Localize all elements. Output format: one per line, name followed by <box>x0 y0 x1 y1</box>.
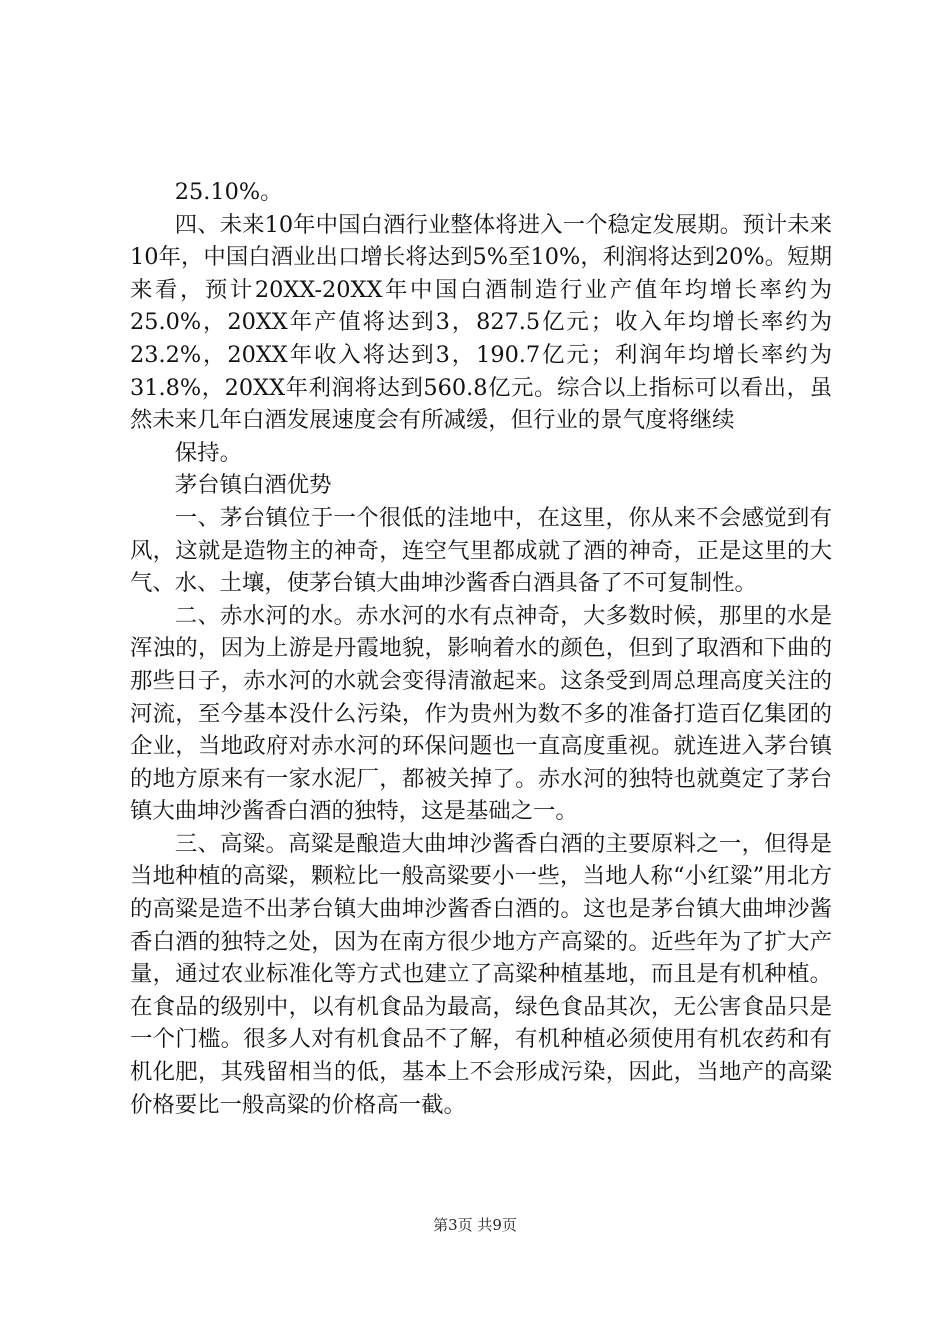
paragraph-sorghum: 三、高粱。高粱是酿造大曲坤沙酱香白酒的主要原料之一，但得是当地种植的高粱，颗粒比一般高粱要小一些，当地人称“小红粱”用北方的高粱是造不出茅台镇大曲坤沙酱香白酒的。这也是茅台镇大曲坤沙酱香白酒的独特之处，因为在南方很少地方产高粱的。近些年为了扩大产量，通过农业标准化等方式也建立了高粱种植基地，而且是有机种植。在食品的级别中，以有机食品为最高，绿色食品其次，无公害食品只是一个门槛。很多人对有机食品不了解，有机种植必须使用有机农药和有机化肥，其残留相当的低，基本上不会形成污染，因此，当地产的高粱价格要比一般高粱的价格高一截。 <box>130 830 832 1118</box>
paragraph-outlook: 四、未来10年中国白酒行业整体将进入一个稳定发展期。预计未来10年，中国白酒业出口增长将达到5%至10%，利润将达到20%。短期来看，预计20XX-20XX年中国白酒制造行业产值年均增长率约为25.0%，20XX年产值将达到3，827.5亿元；收入年均增长率约为23.2%，20XX年收入将达到3，190.7亿元；利润年均增长率约为31.8%，20XX年利润将达到560.8亿元。综合以上指标可以看出，虽然未来几年白酒发展速度会有所减缓，但行业的景气度将继续 <box>130 211 832 434</box>
page-number-footer: 第3页 共9页 <box>433 1216 517 1234</box>
paragraph-chishui-river: 二、赤水河的水。赤水河的水有点神奇，大多数时候，那里的水是浑浊的，因为上游是丹霞地貌，影响着水的颜色，但到了取酒和下曲的那些日子，赤水河的水就会变得清澈起来。这条受到周总理高度关注的河流，至今基本没什么污染，作为贵州为数不多的准备打造百亿集团的企业，当地政府对赤水河的环保问题也一直高度重视。就连进入茅台镇的地方原来有一家水泥厂，都被关掉了。赤水河的独特也就奠定了茅台镇大曲坤沙酱香白酒的独特，这是基础之一。 <box>130 602 832 825</box>
document-body <box>130 176 832 1121</box>
section-heading-maotai-advantages: 茅台镇白酒优势 <box>174 472 332 499</box>
paragraph-terrain: 一、茅台镇位于一个很低的洼地中，在这里，你从来不会感觉到有风，这就是造物主的神奇，连空气里都成就了酒的神奇，正是这里的大气、水、土壤，使茅台镇大曲坤沙酱香白酒具备了不可复制性。 <box>130 504 832 597</box>
paragraph-continued-percentage: 25.10%。 <box>174 179 283 205</box>
paragraph-continued-keep: 保持。 <box>174 439 242 466</box>
